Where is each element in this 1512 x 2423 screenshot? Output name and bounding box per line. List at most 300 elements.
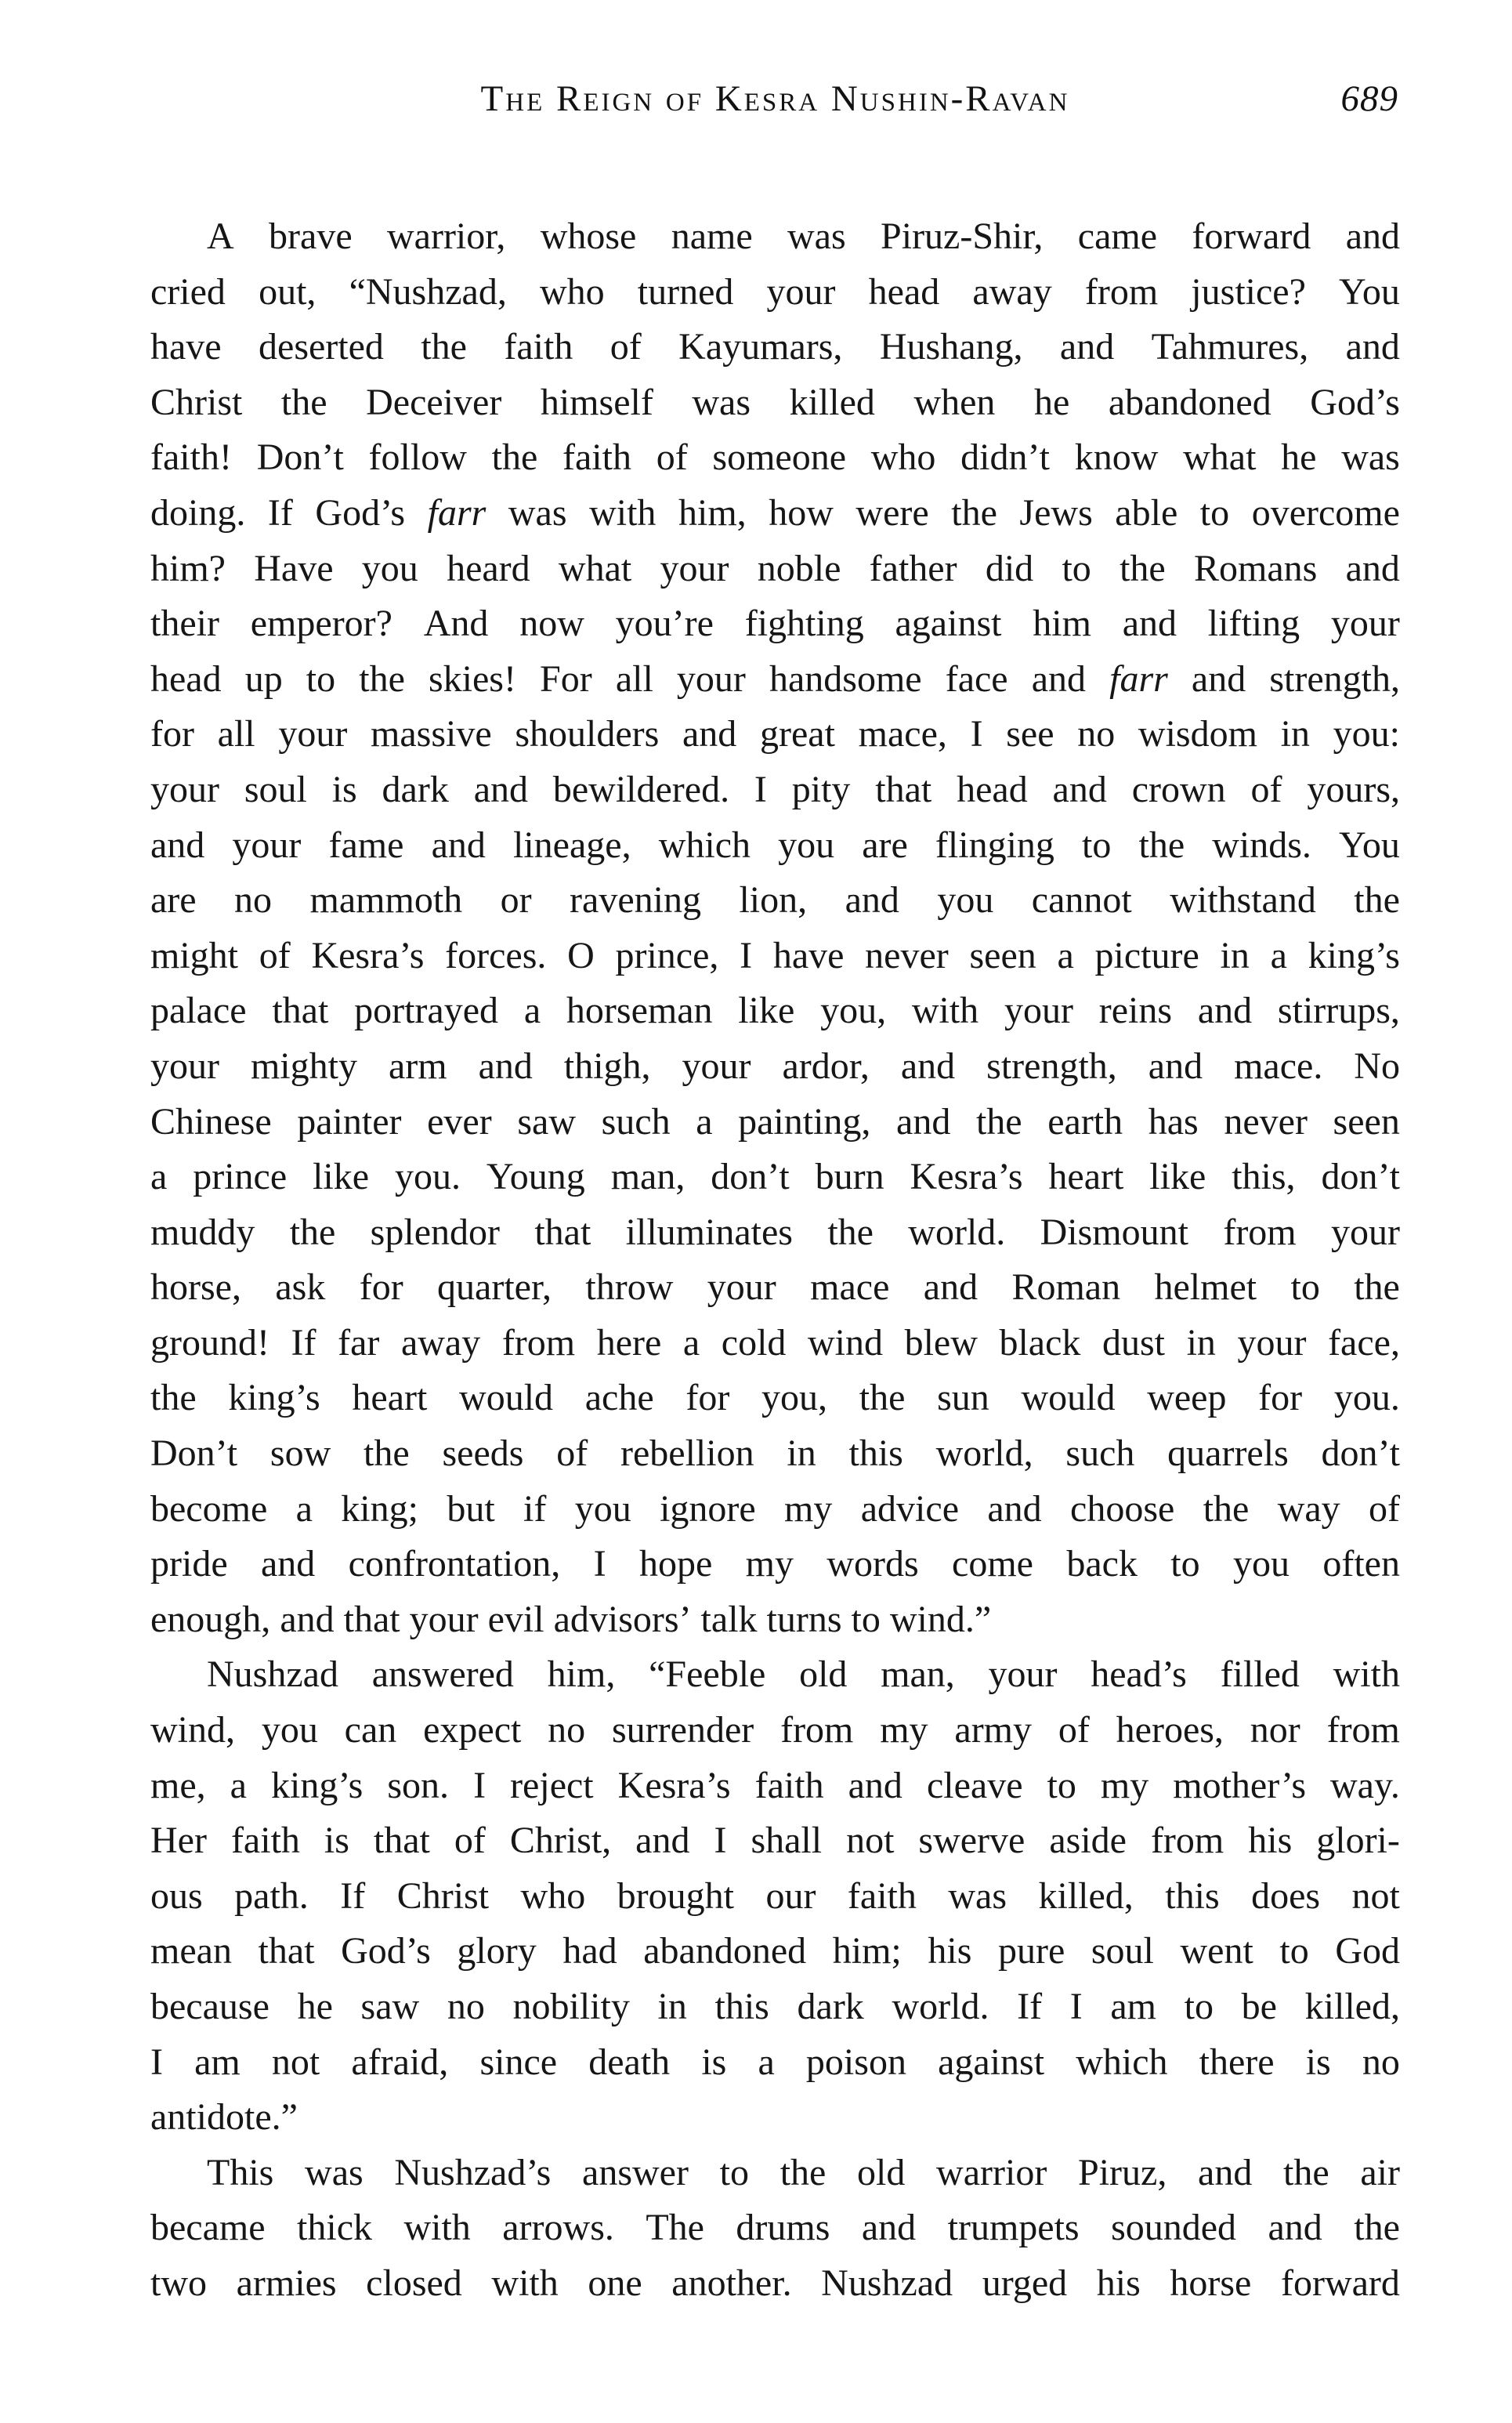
word: of xyxy=(1058,1709,1090,1751)
word: ravening xyxy=(570,879,701,922)
word: no xyxy=(1077,713,1116,755)
word: head xyxy=(957,768,1028,810)
word: against xyxy=(895,603,1002,645)
word: pride xyxy=(150,1543,228,1585)
word: ardor, xyxy=(782,1045,870,1087)
word: painting, xyxy=(738,1100,871,1143)
word: for xyxy=(1258,1377,1303,1419)
word: world. xyxy=(908,1211,1006,1253)
word: O xyxy=(567,934,595,976)
word: to xyxy=(1290,1266,1320,1309)
word: the xyxy=(859,1377,906,1419)
text-line xyxy=(150,1874,1400,1930)
word: if xyxy=(523,1487,547,1530)
word: world. xyxy=(892,1986,989,2027)
word: father xyxy=(869,547,957,589)
word: the xyxy=(364,1432,410,1475)
word: strength, xyxy=(1269,657,1400,700)
word: pity xyxy=(791,768,851,810)
word: urged xyxy=(982,2262,1068,2304)
word: If xyxy=(267,491,293,534)
word: and xyxy=(923,1266,978,1309)
word: overcome xyxy=(1251,491,1400,534)
word: the xyxy=(1283,2151,1329,2193)
word: a xyxy=(1270,934,1287,976)
word: I xyxy=(740,934,753,976)
word: that xyxy=(373,1820,430,1862)
word: winds. xyxy=(1212,824,1311,866)
text-line xyxy=(150,1598,1400,1653)
word: your xyxy=(988,1653,1058,1696)
word: all xyxy=(615,657,653,700)
word: Nushzad’s xyxy=(394,2151,552,2193)
word: yours, xyxy=(1307,768,1400,810)
word: a xyxy=(758,2041,775,2083)
text-line xyxy=(150,2206,1400,2262)
word: have xyxy=(772,934,845,976)
word: and xyxy=(1268,2207,1322,2249)
word: don’t xyxy=(1321,1156,1400,1198)
word: mother’s xyxy=(1173,1764,1306,1806)
word: might xyxy=(150,934,239,976)
word: Have xyxy=(254,547,334,589)
word: earth xyxy=(1047,1100,1123,1143)
word: warrior, xyxy=(386,215,506,257)
word: poison xyxy=(805,2041,906,2083)
word: faith! xyxy=(150,436,232,479)
word: wisdom xyxy=(1138,713,1257,755)
word: since xyxy=(479,2041,558,2083)
word: he xyxy=(297,1986,333,2027)
word: saw xyxy=(517,1100,576,1143)
word: emperor? xyxy=(250,603,392,645)
word: No xyxy=(1354,1045,1400,1087)
word: blew xyxy=(904,1321,978,1364)
running-header xyxy=(150,75,1400,122)
word: nobility xyxy=(512,1986,630,2027)
word: to xyxy=(1170,1543,1200,1585)
word: you xyxy=(778,824,835,866)
word: sun xyxy=(937,1377,989,1419)
word: can xyxy=(344,1709,397,1751)
word: nor xyxy=(1250,1709,1300,1751)
word: and xyxy=(861,2207,917,2249)
word: am xyxy=(1110,1986,1157,2027)
word: my xyxy=(745,1543,794,1585)
word: way xyxy=(1277,1487,1340,1530)
word: now xyxy=(519,603,584,645)
word: himself xyxy=(540,381,653,423)
word: your xyxy=(766,270,836,313)
word: became xyxy=(150,2207,266,2249)
word: shall xyxy=(751,1820,823,1862)
word: never xyxy=(865,934,949,976)
text-line xyxy=(150,1432,1400,1487)
word: massive xyxy=(371,713,492,755)
word: king’s xyxy=(270,1764,364,1806)
word: him? xyxy=(150,547,226,589)
word: mammoth xyxy=(309,879,463,922)
word: If xyxy=(1017,1986,1043,2027)
word: Piruz, xyxy=(1078,2151,1167,2193)
word: am xyxy=(194,2041,241,2083)
word: to xyxy=(719,2151,749,2193)
word: his xyxy=(928,1930,972,1972)
word: in xyxy=(1186,1321,1216,1364)
word: turns xyxy=(766,1598,842,1640)
word: I xyxy=(473,1764,487,1806)
page-number: 689 xyxy=(1340,78,1398,119)
word: Christ, xyxy=(509,1820,612,1862)
word: up xyxy=(244,657,283,700)
word: seen xyxy=(1333,1100,1400,1143)
word: would xyxy=(1021,1377,1116,1419)
word: mean xyxy=(150,1930,232,1972)
word: “Nushzad, xyxy=(349,270,507,313)
word: from xyxy=(501,1321,576,1364)
word: I xyxy=(150,2041,163,2083)
word: great xyxy=(760,713,835,755)
word: lion, xyxy=(739,879,808,922)
word: far xyxy=(338,1321,380,1364)
word: words xyxy=(827,1543,919,1585)
word: heart xyxy=(352,1377,428,1419)
word: army xyxy=(954,1709,1033,1751)
word: face xyxy=(945,657,1008,700)
word: the xyxy=(951,491,997,534)
word: don’t xyxy=(1321,1432,1400,1475)
word: to xyxy=(306,657,336,700)
word: from xyxy=(780,1709,854,1751)
word: here xyxy=(596,1321,662,1364)
word: the xyxy=(1354,2207,1400,2249)
word: and xyxy=(1122,603,1177,645)
word: expect xyxy=(423,1709,522,1751)
word: know xyxy=(1074,436,1159,479)
word: you’re xyxy=(615,603,714,645)
word: the xyxy=(1354,879,1400,922)
word: of xyxy=(556,1432,588,1475)
word: forward xyxy=(1192,215,1311,257)
word: come xyxy=(952,1543,1033,1585)
word: arrows. xyxy=(502,2207,614,2249)
word: skies! xyxy=(428,657,516,700)
word: your xyxy=(1237,1321,1307,1364)
word: muddy xyxy=(150,1211,255,1253)
word: for xyxy=(685,1377,730,1419)
word: For xyxy=(540,657,592,700)
word: because xyxy=(150,1986,269,2027)
word: confrontation, xyxy=(348,1543,561,1585)
word: reins xyxy=(1098,990,1173,1032)
word: advisors’ xyxy=(553,1598,692,1640)
word: king’s xyxy=(228,1377,320,1419)
word: you. xyxy=(395,1156,461,1198)
word: soul xyxy=(1091,1930,1154,1972)
word: prince, xyxy=(615,934,719,976)
word: with xyxy=(589,491,657,534)
word: to xyxy=(1199,491,1230,534)
word: palace xyxy=(150,990,247,1032)
word: their xyxy=(150,603,219,645)
word: your xyxy=(232,824,302,866)
text-line xyxy=(150,1211,1400,1266)
word: Don’t xyxy=(150,1432,238,1475)
word: wind.” xyxy=(889,1598,992,1640)
word: Don’t xyxy=(256,436,344,479)
word: and xyxy=(1052,768,1107,810)
word: saw xyxy=(360,1986,420,2027)
word: mighty xyxy=(250,1045,357,1087)
text-line xyxy=(150,2151,1400,2207)
word: turned xyxy=(637,270,734,313)
word: flinging xyxy=(935,824,1054,866)
word: away xyxy=(400,1321,481,1364)
word: don’t xyxy=(711,1156,790,1198)
word: doing. xyxy=(150,491,246,534)
word: quarrels xyxy=(1167,1432,1289,1475)
word: to xyxy=(1279,1930,1309,1972)
word: you, xyxy=(761,1377,828,1419)
word: faith xyxy=(754,1764,824,1806)
word: mace, xyxy=(858,713,947,755)
word: there xyxy=(1199,2041,1275,2083)
word: for xyxy=(150,713,194,755)
text-line xyxy=(150,1653,1400,1708)
text-line xyxy=(150,1376,1400,1432)
word: dark xyxy=(382,768,449,810)
word: was xyxy=(305,2151,364,2193)
word: This xyxy=(207,2151,274,2193)
italic-word: farr xyxy=(1109,657,1168,700)
word: two xyxy=(150,2262,207,2304)
word: cold xyxy=(721,1321,787,1364)
word: didn’t xyxy=(960,436,1050,479)
word: The xyxy=(646,2207,704,2249)
word: burn xyxy=(815,1156,884,1198)
word: illuminates xyxy=(625,1211,793,1253)
word: the xyxy=(780,2151,827,2193)
word: from xyxy=(1150,1820,1224,1862)
word: lifting xyxy=(1207,603,1300,645)
word: with xyxy=(403,2207,471,2249)
word: from xyxy=(1084,270,1159,313)
word: ask xyxy=(275,1266,326,1309)
word: did xyxy=(985,547,1034,589)
text-line xyxy=(150,1708,1400,1764)
word: old xyxy=(799,1653,848,1696)
word: to xyxy=(1047,1764,1076,1806)
text-line xyxy=(150,1155,1400,1211)
word: what xyxy=(558,547,632,589)
word: your xyxy=(1330,603,1400,645)
text-line xyxy=(150,657,1400,713)
word: death xyxy=(588,2041,671,2083)
word: advice xyxy=(860,1487,959,1530)
word: your xyxy=(682,1045,751,1087)
word: heroes, xyxy=(1116,1709,1224,1751)
word: seeds xyxy=(442,1432,524,1475)
word: Kesra’s xyxy=(617,1764,731,1806)
word: you xyxy=(1233,1543,1290,1585)
word: glory xyxy=(457,1930,537,1972)
word: Christ xyxy=(396,1874,490,1917)
word: and xyxy=(635,1820,690,1862)
word: I xyxy=(970,713,983,755)
word: Hushang, xyxy=(879,326,1023,368)
word: to xyxy=(1184,1986,1214,2027)
word: killed, xyxy=(1304,1986,1400,2027)
text-line xyxy=(150,712,1400,768)
word: and xyxy=(900,1045,956,1087)
word: my xyxy=(1100,1764,1149,1806)
word: head xyxy=(868,270,940,313)
word: Chinese xyxy=(150,1100,272,1143)
word: how xyxy=(769,491,834,534)
word: forward xyxy=(1280,2262,1400,2304)
word: the xyxy=(1120,547,1166,589)
word: Christ xyxy=(150,381,243,423)
word: this, xyxy=(1232,1156,1296,1198)
word: went xyxy=(1180,1930,1253,1972)
word: that xyxy=(343,1598,400,1640)
word: shoulders xyxy=(515,713,660,755)
word: see xyxy=(1006,713,1054,755)
word: I xyxy=(754,768,767,810)
word: You xyxy=(1339,270,1400,313)
text-line xyxy=(150,1764,1400,1820)
text-line xyxy=(150,1100,1400,1156)
word: Kesra’s xyxy=(910,1156,1023,1198)
word: arm xyxy=(388,1045,447,1087)
word: for xyxy=(359,1266,403,1309)
word: your xyxy=(409,1598,479,1640)
word: filled xyxy=(1220,1653,1300,1696)
word: someone xyxy=(712,436,847,479)
word: no xyxy=(548,1709,586,1751)
word: a xyxy=(696,1100,713,1143)
word: portrayed xyxy=(354,990,499,1032)
word: not xyxy=(846,1820,895,1862)
word: splendor xyxy=(370,1211,500,1253)
word: helmet xyxy=(1154,1266,1257,1309)
word: not xyxy=(271,2041,320,2083)
word: drums xyxy=(736,2207,830,2249)
word: that xyxy=(272,990,329,1032)
word: justice? xyxy=(1191,270,1306,313)
word: him, xyxy=(547,1653,616,1696)
word: Nushzad xyxy=(207,1653,338,1696)
word: evil xyxy=(487,1598,544,1640)
word: brought xyxy=(617,1874,734,1917)
text-line xyxy=(150,989,1400,1045)
word: stirrups, xyxy=(1277,990,1400,1032)
word: and xyxy=(896,1100,951,1143)
text-line xyxy=(150,1045,1400,1100)
text-line xyxy=(150,270,1400,326)
word: who xyxy=(520,1874,586,1917)
italic-word: farr xyxy=(427,491,487,534)
text-line xyxy=(150,547,1400,603)
word: that xyxy=(258,1930,315,1972)
word: surrender xyxy=(612,1709,754,1751)
word: become xyxy=(150,1487,268,1530)
text-line xyxy=(150,768,1400,824)
word: your xyxy=(150,1045,219,1087)
word: a xyxy=(523,990,541,1032)
word: thick xyxy=(297,2207,372,2249)
word: the xyxy=(1138,824,1185,866)
word: If xyxy=(340,1874,366,1917)
word: this xyxy=(714,1986,769,2027)
word: face, xyxy=(1328,1321,1400,1364)
text-line xyxy=(150,1929,1400,1985)
word: in xyxy=(1220,934,1250,976)
text-line xyxy=(150,325,1400,381)
word: black xyxy=(999,1321,1081,1364)
word: such xyxy=(601,1100,671,1143)
word: with xyxy=(911,990,979,1032)
word: and xyxy=(1031,657,1087,700)
word: soul xyxy=(244,768,307,810)
word: or xyxy=(500,879,532,922)
word: wind, xyxy=(150,1709,235,1751)
word: way. xyxy=(1330,1764,1400,1806)
word: path. xyxy=(234,1874,309,1917)
word: our xyxy=(765,1874,816,1917)
text-line xyxy=(150,1542,1400,1598)
word: God’s xyxy=(315,491,406,534)
text-line xyxy=(150,824,1400,879)
word: old xyxy=(857,2151,906,2193)
word: dark xyxy=(797,1986,864,2027)
word: and xyxy=(478,1045,533,1087)
word: you xyxy=(261,1709,318,1751)
word: cried xyxy=(150,270,226,313)
word: antidote.” xyxy=(150,2096,298,2139)
word: no xyxy=(447,1986,485,2027)
text-line xyxy=(150,1819,1400,1874)
word: of xyxy=(610,326,642,368)
word: this xyxy=(848,1432,903,1475)
word: of xyxy=(454,1820,486,1862)
word: noble xyxy=(757,547,841,589)
word: like xyxy=(313,1156,370,1198)
word: ignore xyxy=(660,1487,756,1530)
word: the xyxy=(280,381,327,423)
word: came xyxy=(1077,215,1158,257)
word: you xyxy=(937,879,994,922)
word: and xyxy=(848,1764,902,1806)
word: head’s xyxy=(1091,1653,1187,1696)
word: and xyxy=(987,1487,1042,1530)
word: bewildered. xyxy=(552,768,730,810)
word: abandoned xyxy=(1108,381,1271,423)
word: the xyxy=(491,436,538,479)
word: no xyxy=(1362,2041,1400,2083)
word: abandoned xyxy=(643,1930,807,1972)
word: which xyxy=(658,824,751,866)
word: in xyxy=(657,1986,687,2027)
word: who xyxy=(539,270,605,313)
word: is xyxy=(324,1820,349,1862)
word: was xyxy=(508,491,567,534)
word: to xyxy=(851,1598,881,1640)
word: and xyxy=(1198,2151,1253,2193)
word: what xyxy=(1183,436,1257,479)
text-line xyxy=(150,2095,1400,2151)
text-line xyxy=(150,381,1400,436)
